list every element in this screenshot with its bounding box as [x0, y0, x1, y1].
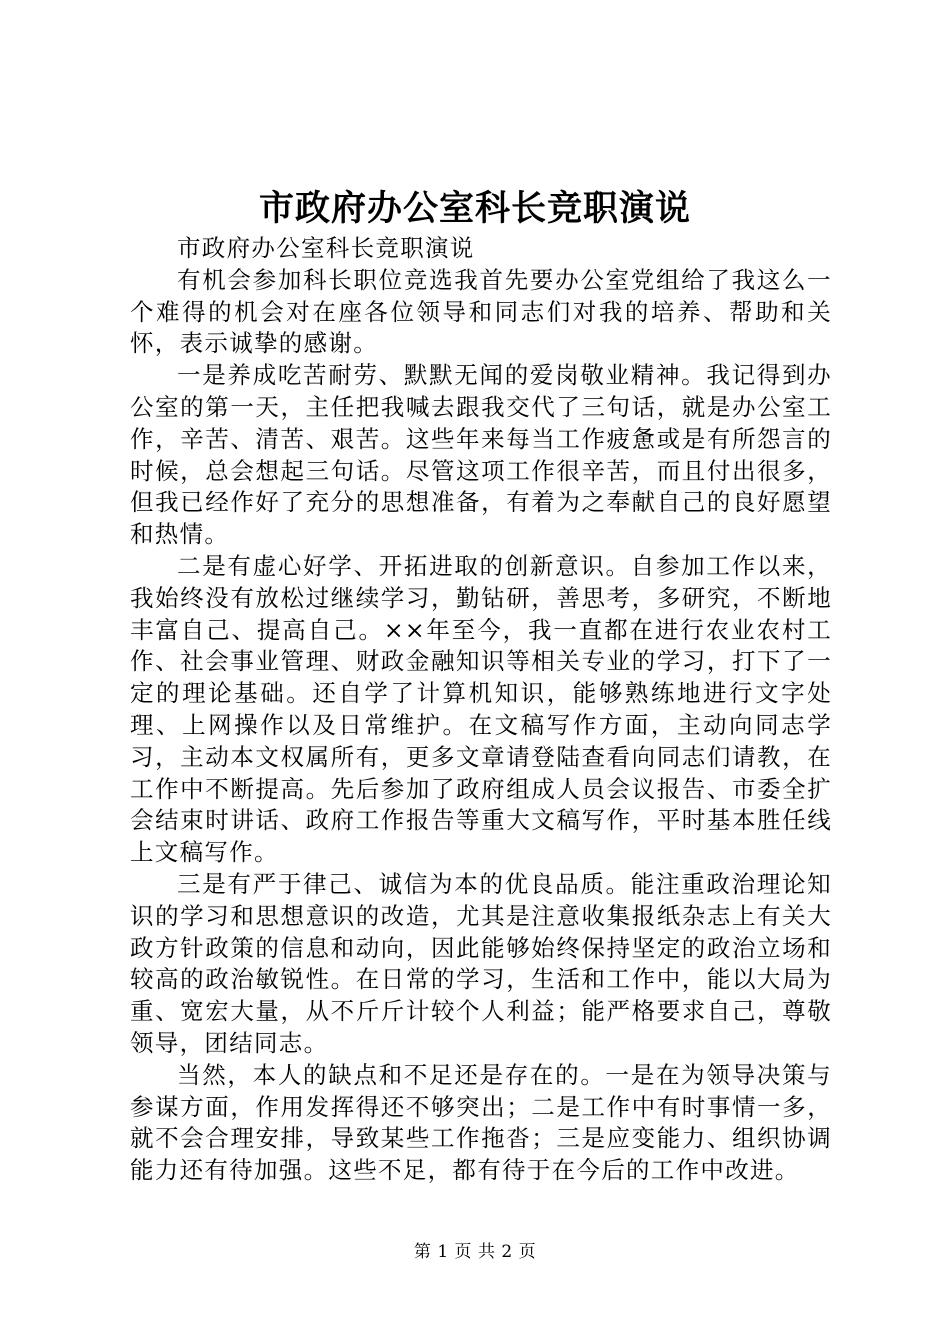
document-body	[130, 233, 832, 1187]
paragraph-opening: 有机会参加科长职位竞选我首先要办公室党组给了我这么一个难得的机会对在座各位领导和同志们对我的培养、帮助和关怀，表示诚挚的感谢。	[130, 265, 832, 358]
paragraph-point-one: 一是养成吃苦耐劳、默默无闻的爱岗敬业精神。我记得到办公室的第一天，主任把我喊去跟我交代了三句话，就是办公室工作，辛苦、清苦、艰苦。这些年来每当工作疲惫或是有所怨言的时候，总会想起三句话。尽管这项工作很辛苦，而且付出很多，但我已经作好了充分的思想准备，有着为之奉献自己的良好愿望和热情。	[130, 361, 832, 549]
paragraph-point-three: 三是有严于律己、诚信为本的优良品质。能注重政治理论知识的学习和思想意识的改造，尤其是注意收集报纸杂志上有关大政方针政策的信息和动向，因此能够始终保持坚定的政治立场和较高的政治敏锐性。在日常的学习，生活和工作中，能以大局为重、宽宏大量，从不斤斤计较个人利益；能严格要求自己，尊敬领导，团结同志。	[130, 869, 832, 1057]
paragraph-shortcomings: 当然，本人的缺点和不足还是存在的。一是在为领导决策与参谋方面，作用发挥得还不够突出；二是工作中有时事情一多，就不会合理安排，导致某些工作拖沓；三是应变能力、组织协调能力还有待加强。这些不足，都有待于在今后的工作中改进。	[130, 1060, 832, 1185]
page-number-footer: 第 1 页 共 2 页	[413, 1242, 537, 1262]
paragraph-point-two: 二是有虚心好学、开拓进取的创新意识。自参加工作以来，我始终没有放松过继续学习，勤钻研，善思考，多研究，不断地丰富自己、提高自己。××年至今，我一直都在进行农业农村工作、社会事业管理、财政金融知识等相关专业的学习，打下了一定的理论基础。还自学了计算机知识，能够熟练地进行文字处理、上网操作以及日常维护。在文稿写作方面，主动向同志学习，主动本文权属所有，更多文章请登陆查看向同志们请教，在工作中不断提高。先后参加了政府组成人员会议报告、市委全扩会结束时讲话、政府工作报告等重大文稿写作，平时基本胜任线上文稿写作。	[130, 551, 832, 867]
paragraph-subtitle: 市政府办公室科长竞职演说	[177, 234, 475, 262]
document-title: 市政府办公室科长竞职演说	[258, 189, 691, 229]
